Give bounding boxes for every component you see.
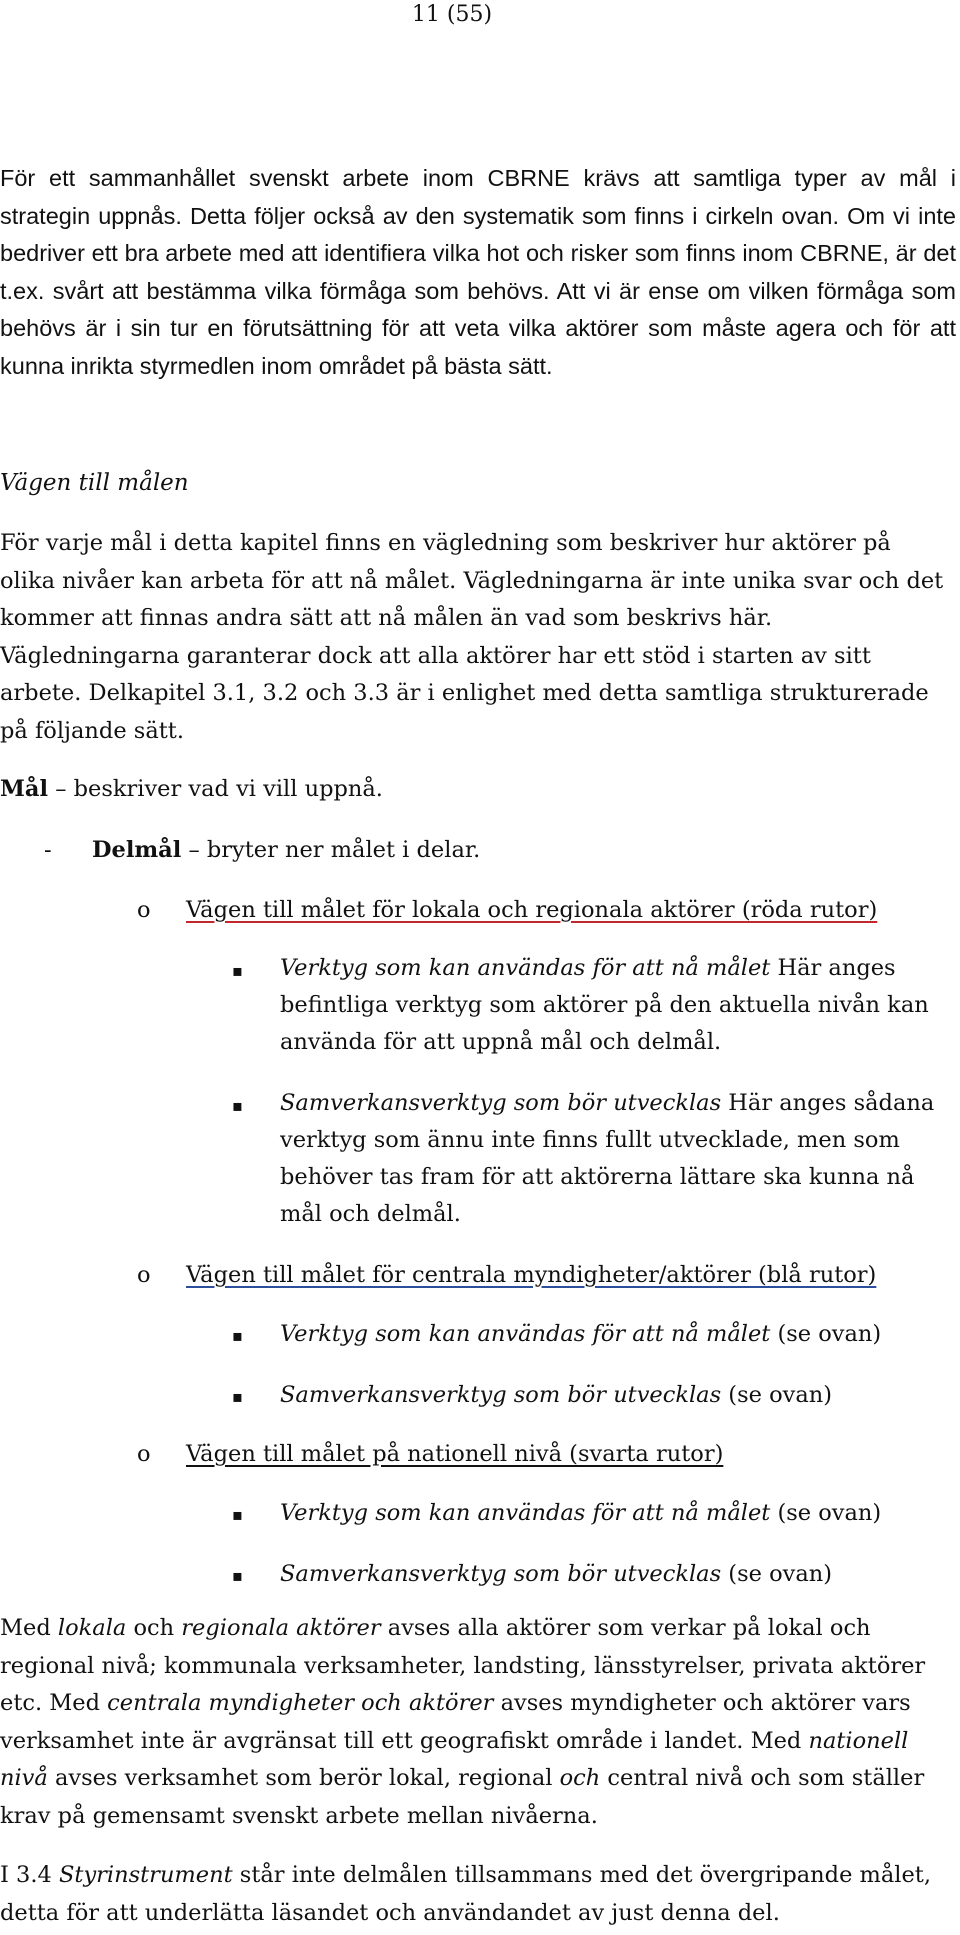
page-number: 11 (55) (411, 2, 493, 27)
definitions-text: avses alla aktörer som verkar på lokal och regional nivå; kommunala verksamheter, landsting, länsstyrelser, privata aktörer etc. Med (0, 1615, 926, 1716)
definitions-term: centrala myndigheter och aktörer (107, 1690, 494, 1716)
goal-line (0, 773, 383, 805)
path-title-local: Vägen till målet för lokala och regionala aktörer (röda rutor) (186, 897, 878, 923)
subgoal-line (92, 834, 480, 866)
tool-description: Här anges sådana verktyg som ännu inte finns fullt utvecklade, men som behöver tas fram för att aktörerna lättare ska kunna nå mål och delmål. (280, 1090, 935, 1227)
subgoal-marker: - (44, 837, 52, 863)
tool-description: (se ovan) (721, 1382, 833, 1408)
tool-description: (se ovan) (721, 1561, 833, 1587)
subgoal-term: Delmål (92, 837, 182, 863)
guidance-paragraph: För varje mål i detta kapitel finns en vägledning som beskriver hur aktörer på olika nivåer kan arbeta för att nå målet. Vägledningarna är inte unika svar och det kommer att finnas andra sätt att nå målen än vad som beskrivs här. Vägledningarna garanterar dock att alla aktörer har ett stöd i starten av sitt arbete. Delkapitel 3.1, 3.2 och 3.3 är i enlighet med detta samtliga strukturerade på följande sätt. (0, 530, 944, 744)
definitions-term: lokala (57, 1615, 127, 1641)
tool-marker: ▪ (232, 1566, 243, 1585)
tool-marker: ▪ (232, 1326, 243, 1345)
tool-term: Verktyg som kan användas för att nå målet (280, 955, 771, 981)
closing-text: I 3.4 (0, 1862, 59, 1888)
path-marker: o (137, 1441, 151, 1467)
definitions-text: Med (0, 1615, 58, 1641)
tool-marker: ▪ (232, 1505, 243, 1524)
tool-item (280, 1085, 960, 1233)
tool-item (280, 1318, 881, 1350)
tool-item (280, 1558, 832, 1590)
tool-term: Verktyg som kan användas för att nå målet (280, 1500, 771, 1526)
subgoal-description: – bryter ner målet i delar. (188, 837, 481, 863)
goal-description: – beskriver vad vi vill uppnå. (55, 776, 383, 802)
tool-item (280, 1379, 832, 1411)
definitions-text: och (126, 1615, 182, 1641)
tool-marker: ▪ (232, 1387, 243, 1406)
tool-marker: ▪ (232, 961, 243, 980)
closing-paragraph (0, 1857, 948, 1932)
tool-term: Samverkansverktyg som bör utvecklas (280, 1090, 722, 1116)
definitions-term: och (559, 1765, 601, 1791)
tool-term: Samverkansverktyg som bör utvecklas (280, 1382, 722, 1408)
tool-description: Här anges befintliga verktyg som aktörer på den aktuella nivån kan använda för att uppnå mål och delmål. (280, 955, 929, 1055)
closing-term: Styrinstrument (58, 1862, 233, 1888)
path-marker: o (137, 897, 151, 923)
tool-term: Samverkansverktyg som bör utvecklas (280, 1561, 722, 1587)
definitions-term: regionala aktörer (181, 1615, 381, 1641)
closing-text: står inte delmålen tillsammans med det övergripande målet, detta för att underlätta läsandet och användandet av just denna del. (0, 1862, 932, 1926)
goal-term: Mål (0, 776, 49, 802)
definitions-text: avses verksamhet som berör lokal, regional (47, 1765, 560, 1791)
path-title-national: Vägen till målet på nationell nivå (svarta rutor) (186, 1441, 724, 1467)
path-marker: o (137, 1262, 151, 1288)
tool-item (280, 1497, 881, 1529)
tool-description: (se ovan) (770, 1500, 882, 1526)
section-heading: Vägen till målen (0, 470, 189, 496)
definitions-paragraph (0, 1610, 948, 1835)
intro-paragraph: För ett sammanhållet svenskt arbete inom CBRNE krävs att samtliga typer av mål i strategin uppnås. Detta följer också av den systematik som finns i cirkeln ovan. Om vi inte bedriver ett bra arbete med att identifiera vilka hot och risker som finns inom CBRNE, är det t.ex. svårt att bestämma vilka förmåga som behövs. Att vi är ense om vilken förmåga som behövs är i sin tur en förutsättning för att veta vilka aktörer som måste agera och för att kunna inrikta styrmedlen inom området på bästa sätt. (0, 165, 956, 379)
tool-term: Verktyg som kan användas för att nå målet (280, 1321, 771, 1347)
tool-item (280, 950, 960, 1061)
definitions-text: avses myndigheter och aktörer vars verksamhet inte är avgränsat till ett geografiskt område i landet. Med (0, 1690, 911, 1754)
tool-marker: ▪ (232, 1096, 243, 1115)
definitions-text: central nivå och som ställer krav på gemensamt svenskt arbete mellan nivåerna. (0, 1765, 925, 1829)
definitions-term: nationell nivå (0, 1727, 909, 1791)
tool-description: (se ovan) (770, 1321, 882, 1347)
path-title-central: Vägen till målet för centrala myndigheter/aktörer (blå rutor) (186, 1262, 877, 1288)
